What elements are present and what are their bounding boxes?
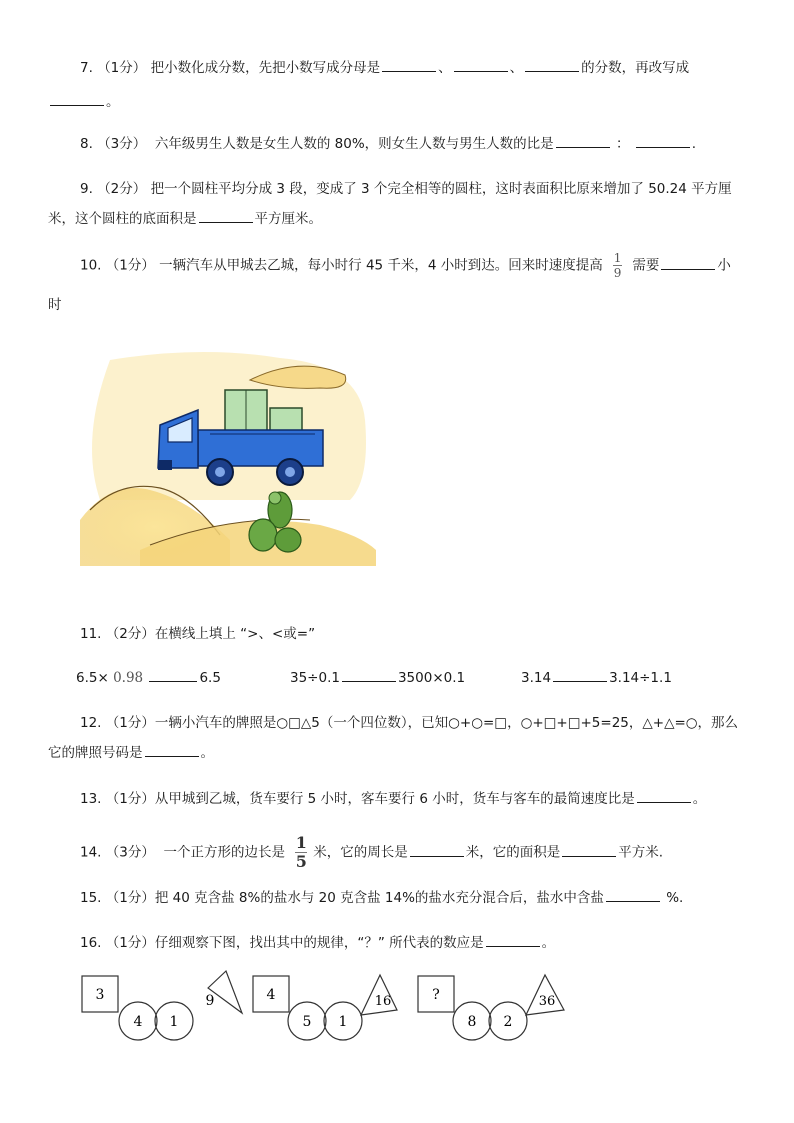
question-7-continued: [48, 90, 120, 110]
triangle-value: 36: [538, 994, 556, 1009]
question-text: 小: [717, 257, 731, 274]
pattern-group-2: [253, 975, 397, 1040]
answer-blank[interactable]: [486, 934, 540, 947]
square-value: ?: [432, 987, 440, 1003]
question-text: 把 40 克含盐 8%的盐水与 20 克含盐 14%的盐水充分混合后，盐水中含盐: [154, 890, 604, 906]
answer-blank[interactable]: [149, 669, 197, 682]
fraction: $\frac{1}{5}$: [295, 833, 307, 871]
score: （3分）: [105, 844, 155, 861]
question-16: [80, 931, 555, 951]
question-number: 11.: [80, 626, 102, 642]
square-value: 4: [266, 987, 276, 1003]
question-number: 13.: [80, 791, 102, 807]
question-9-continued: [48, 207, 322, 227]
expression: 3500×0.1: [397, 670, 466, 686]
expression: 35÷0.1: [290, 670, 340, 686]
question-12-continued: [48, 741, 214, 761]
triangle-value: 16: [374, 994, 392, 1009]
question-text: 需要: [632, 257, 660, 274]
question-number: 15.: [80, 890, 102, 906]
circle-value: 5: [302, 1014, 312, 1030]
question-text: 把小数化成分数，先把小数写成分母是: [150, 60, 381, 76]
question-text: 。: [692, 791, 707, 807]
question-12: [80, 711, 738, 731]
question-9: [80, 177, 732, 197]
question-text: 它的牌照号码是: [48, 745, 143, 761]
answer-blank[interactable]: [661, 257, 715, 270]
answer-blank[interactable]: [50, 93, 104, 106]
question-text: 时: [48, 297, 62, 313]
question-11: [80, 622, 315, 642]
question-number: 14.: [80, 844, 102, 861]
circle-value: 1: [169, 1014, 179, 1030]
square-value: 3: [95, 987, 105, 1003]
expression: 3.14÷1.1: [609, 670, 672, 686]
answer-blank[interactable]: [637, 790, 691, 803]
answer-blank[interactable]: [556, 135, 610, 148]
period: .: [691, 136, 697, 152]
question-text: 平方米.: [618, 844, 664, 861]
comparison-item-3: [521, 669, 672, 686]
question-15: [80, 886, 683, 906]
question-text: %.: [666, 890, 684, 906]
triangle-value: 9: [205, 993, 215, 1009]
question-text: 平方厘米。: [254, 211, 322, 227]
answer-blank[interactable]: [553, 669, 607, 682]
answer-blank[interactable]: [342, 669, 396, 682]
question-text: 的分数，再改写成: [581, 60, 690, 76]
pattern-group-1: [82, 971, 242, 1040]
question-text: 。: [106, 94, 120, 110]
score: （3分）: [97, 136, 147, 152]
circle-value: 8: [467, 1014, 477, 1030]
question-8: [80, 132, 696, 152]
question-text: 在横线上填上 “>、<或=”: [154, 626, 316, 642]
answer-blank[interactable]: [145, 744, 199, 757]
score: （2分）: [97, 181, 147, 197]
separator: 、: [438, 60, 452, 76]
expression: 0.98: [113, 670, 144, 686]
answer-blank[interactable]: [199, 210, 253, 223]
circle-value: 4: [133, 1014, 143, 1030]
expression: 6.5: [199, 670, 221, 686]
question-number: 8.: [80, 136, 93, 152]
question-text: 。: [200, 745, 214, 761]
answer-blank[interactable]: [454, 59, 508, 72]
expression: 6.5×: [76, 670, 109, 686]
score: （1分）: [105, 257, 155, 274]
score: （1分）: [105, 890, 155, 906]
separator: 、: [509, 60, 524, 76]
score: （1分）: [105, 935, 155, 951]
answer-blank[interactable]: [525, 59, 579, 72]
question-number: 10.: [80, 257, 102, 274]
score: （1分）: [105, 715, 155, 731]
question-14: [80, 835, 663, 870]
pattern-figure: [70, 965, 590, 1045]
comparison-item-1: [76, 669, 221, 686]
question-text: 一个正方形的边长是: [163, 844, 285, 861]
question-10: [80, 252, 731, 279]
question-7: [80, 56, 689, 76]
score: （1分）: [105, 791, 155, 807]
answer-blank[interactable]: [636, 135, 690, 148]
circle-value: 1: [338, 1014, 348, 1030]
pattern-group-3: [418, 975, 564, 1040]
expression: 3.14: [521, 670, 552, 686]
answer-blank[interactable]: [382, 59, 436, 72]
question-text: 米，这个圆柱的底面积是: [48, 211, 197, 227]
question-number: 12.: [80, 715, 102, 731]
question-text: 米，它的周长是: [313, 844, 408, 861]
score: （1分）: [97, 60, 147, 76]
answer-blank[interactable]: [410, 844, 464, 857]
question-text: 米，它的面积是: [465, 844, 561, 861]
question-text: 一辆小汽车的牌照是○□△5（一个四位数），已知○+○=□，○+□+□+5=25，△+△=○，那么: [154, 715, 739, 731]
colon: ：: [615, 136, 630, 152]
answer-blank[interactable]: [606, 889, 660, 902]
question-text: 。: [541, 935, 556, 951]
fraction: $\frac{1}{9}$: [613, 251, 622, 280]
question-text: 六年级男生人数是女生人数的 80%，则女生人数与男生人数的比是: [154, 136, 554, 152]
answer-blank[interactable]: [562, 844, 616, 857]
question-10-continued: [48, 293, 62, 313]
comparison-item-2: [290, 669, 465, 686]
question-number: 9.: [80, 181, 93, 197]
question-number: 7.: [80, 60, 93, 76]
question-13: [80, 787, 706, 807]
score: （2分）: [105, 626, 155, 642]
question-text: 从甲城到乙城，货车要行 5 小时，客车要行 6 小时，货车与客车的最简速度比是: [154, 791, 635, 807]
question-text: 把一个圆柱平均分成 3 段，变成了 3 个完全相等的圆柱，这时表面积比原来增加了 50.24 平方厘: [150, 181, 732, 197]
question-number: 16.: [80, 935, 102, 951]
circle-value: 2: [503, 1014, 513, 1030]
question-text: 一辆汽车从甲城去乙城，每小时行 45 千米，4 小时到达。回来时速度提高: [159, 257, 603, 274]
truck-illustration: [80, 350, 376, 566]
question-text: 仔细观察下图，找出其中的规律，“？” 所代表的数应是: [154, 935, 484, 951]
